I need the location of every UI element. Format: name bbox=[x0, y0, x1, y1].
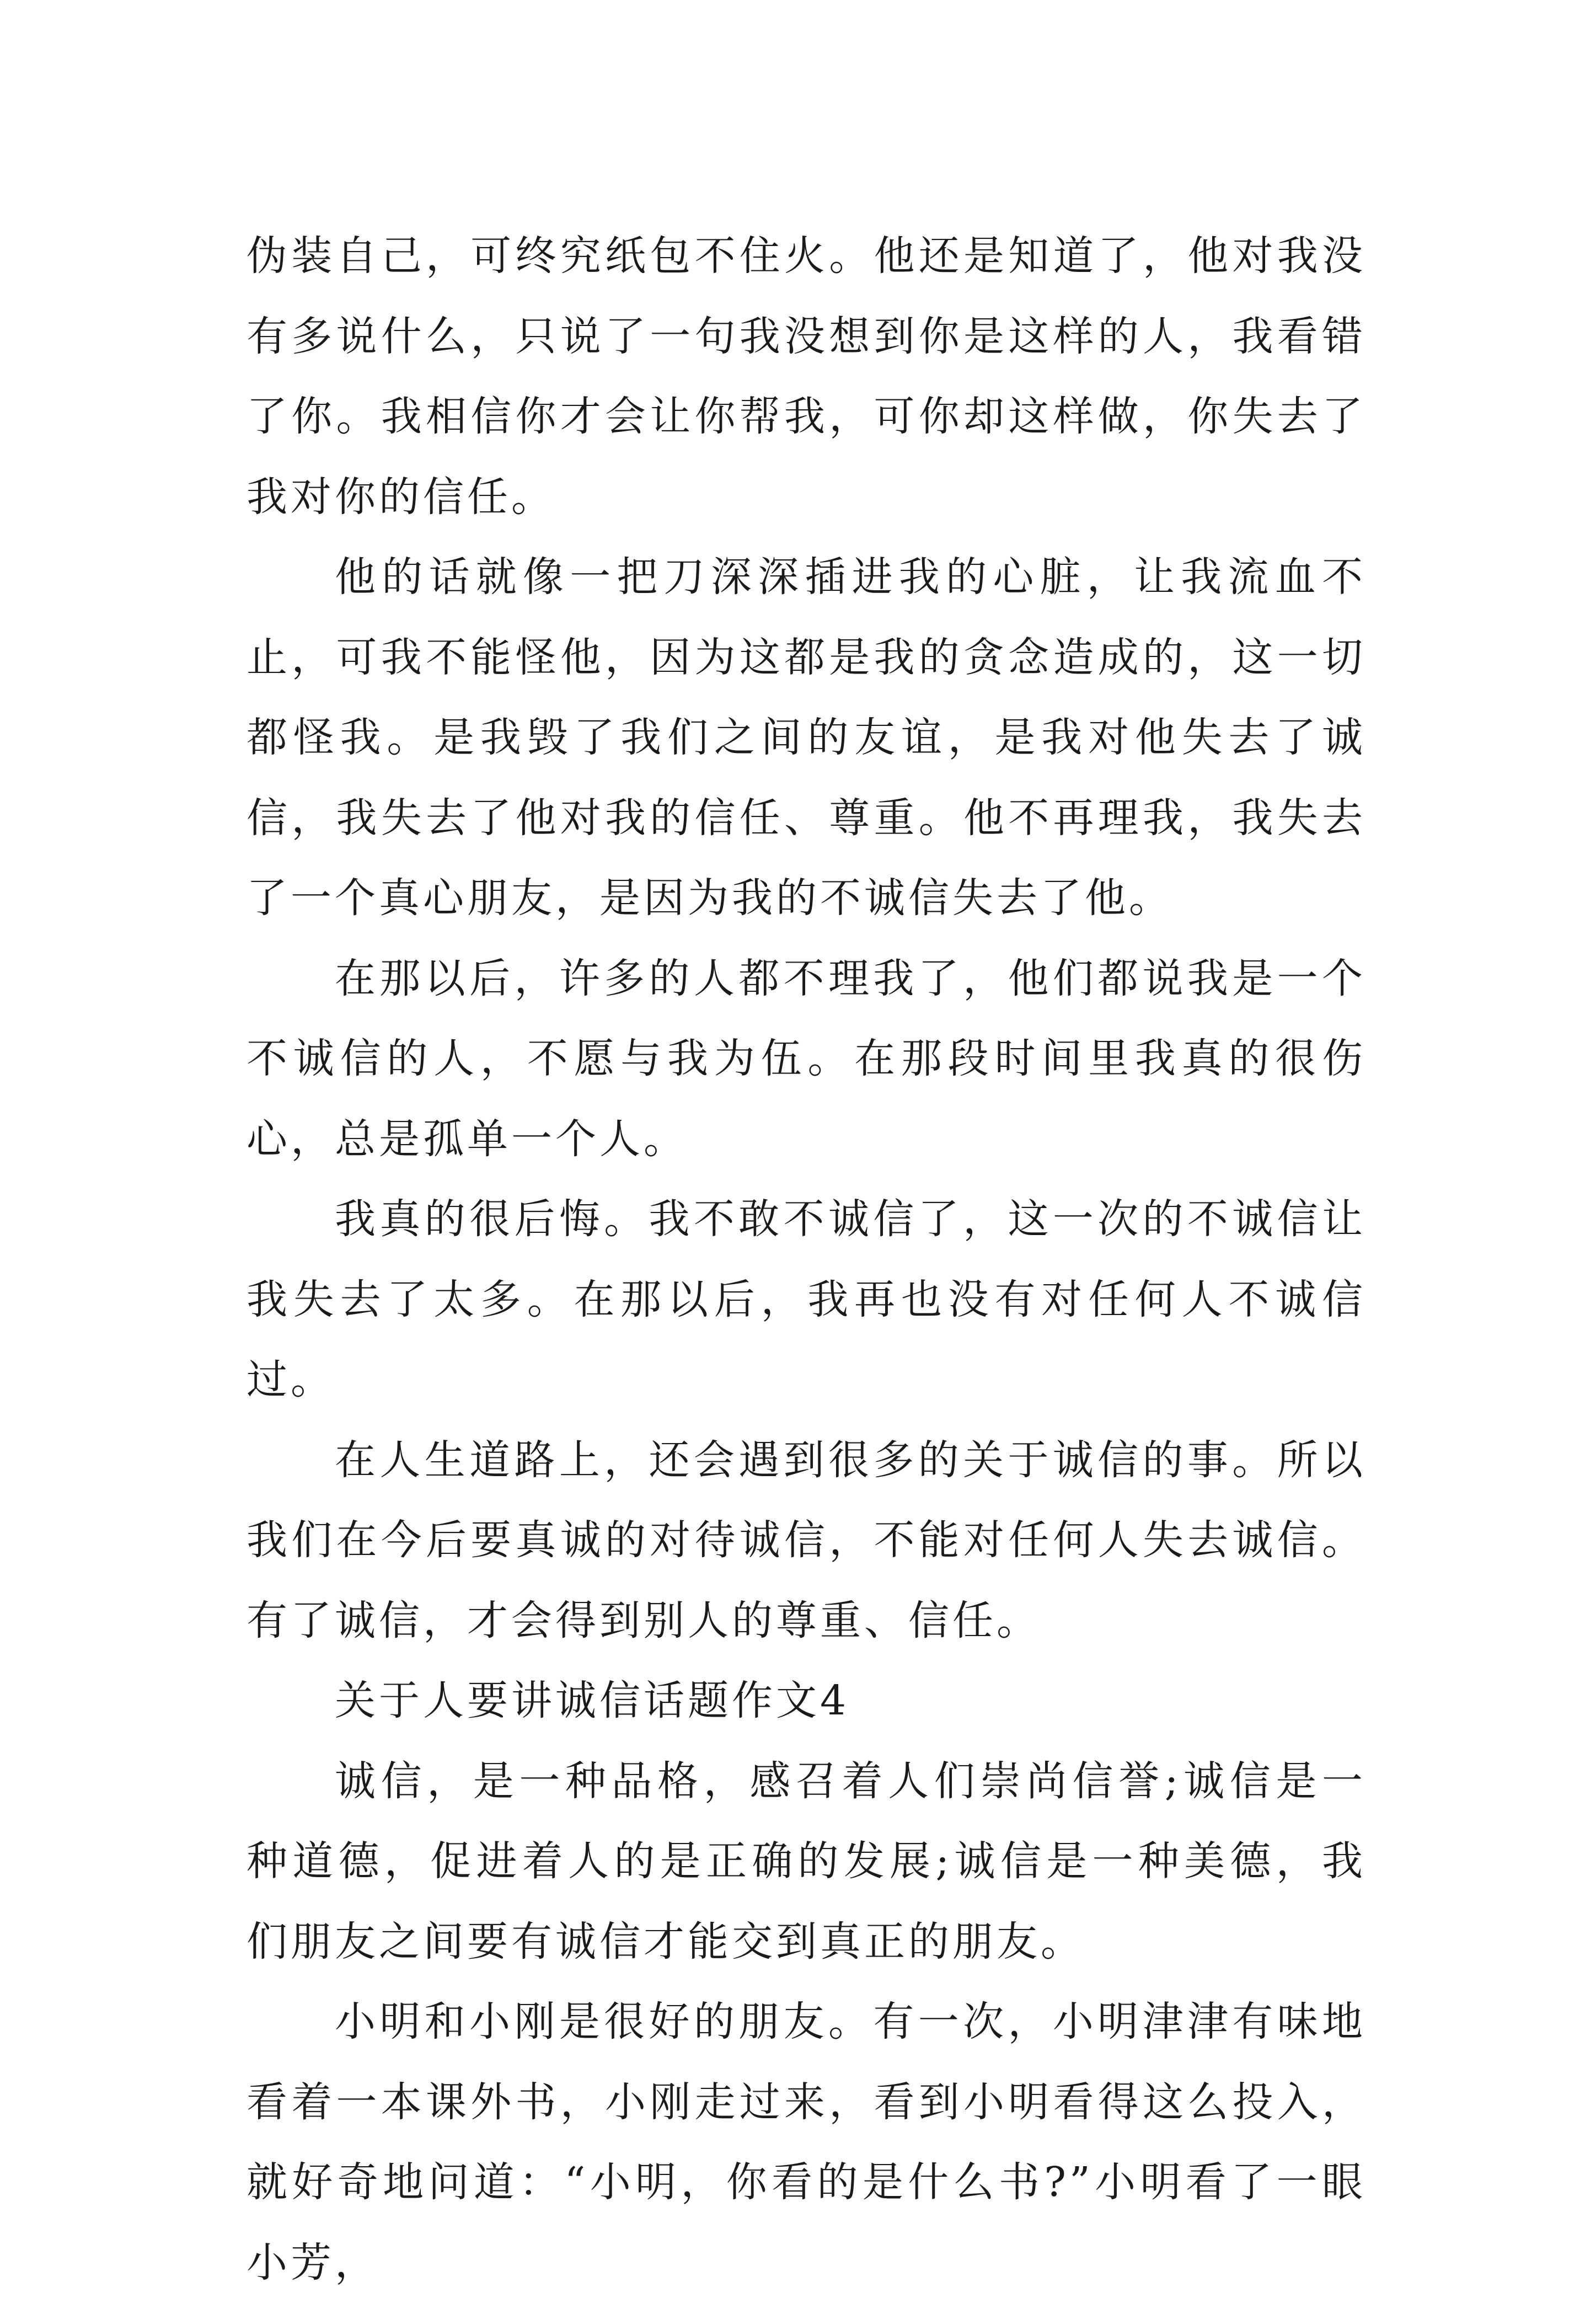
paragraph-7: 小明和小刚是很好的朋友。有一次，小明津津有味地看着一本课外书，小刚走过来，看到小明看得这么投入，就好奇地问道：“小明，你看的是什么书?”小明看了一眼小芳， bbox=[247, 1998, 1366, 2286]
section-heading: 关于人要讲诚信话题作文4 bbox=[335, 1677, 850, 1724]
paragraph-4: 我真的很后悔。我不敢不诚信了，这一次的不诚信让我失去了太多。在那以后，我再也没有对任何人不诚信过。 bbox=[247, 1195, 1366, 1403]
paragraph-2: 他的话就像一把刀深深插进我的心脏，让我流血不止，可我不能怪他，因为这都是我的贪念造成的，这一切都怪我。是我毁了我们之间的友谊，是我对他失去了诚信，我失去了他对我的信任、尊重。他不再理我，我失去了一个真心朋友，是因为我的不诚信失去了他。 bbox=[247, 553, 1366, 922]
paragraph-5: 在人生道路上，还会遇到很多的关于诚信的事。所以我们在今后要真诚的对待诚信，不能对任何人失去诚信。有了诚信，才会得到别人的尊重、信任。 bbox=[247, 1436, 1366, 1644]
paragraph-1: 伪装自己，可终究纸包不住火。他还是知道了，他对我没有多说什么，只说了一句我没想到你是这样的人，我看错了你。我相信你才会让你帮我，可你却这样做，你失去了我对你的信任。 bbox=[247, 232, 1366, 521]
document-body bbox=[247, 216, 1366, 2303]
paragraph-6: 诚信，是一种品格，感召着人们崇尚信誉;诚信是一种道德，促进着人的是正确的发展;诚信是一种美德，我们朋友之间要有诚信才能交到真正的朋友。 bbox=[247, 1757, 1366, 1965]
paragraph-3: 在那以后，许多的人都不理我了，他们都说我是一个不诚信的人，不愿与我为伍。在那段时间里我真的很伤心，总是孤单一个人。 bbox=[247, 954, 1366, 1163]
